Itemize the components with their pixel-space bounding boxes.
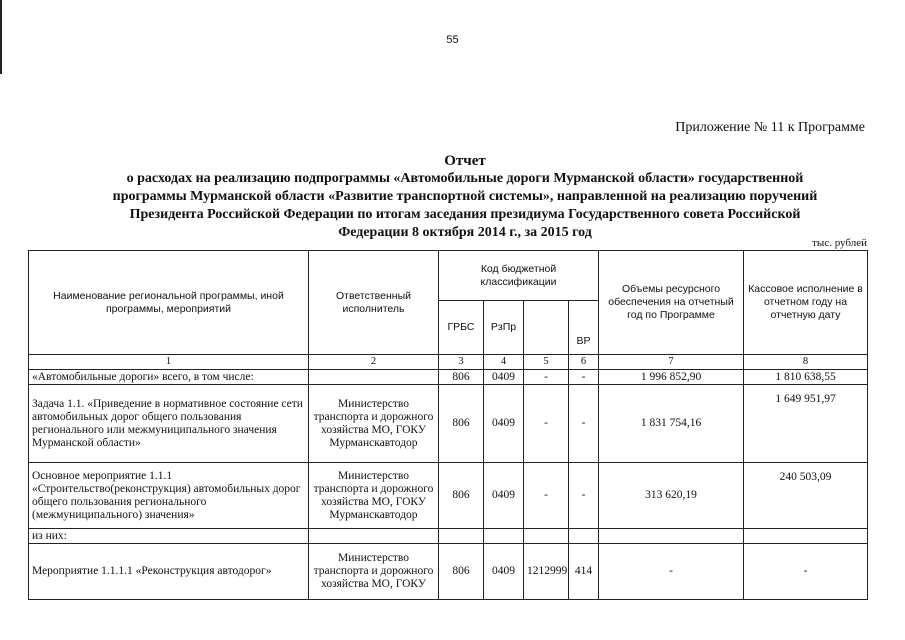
report-title-line: о расходах на реализацию подпрограммы «Автомобильные дороги Мурманской области» государственной (126, 171, 804, 186)
header-volume: Объемы ресурсного обеспечения на отчетный год по Программе (599, 251, 744, 355)
row-vr: 414 (569, 544, 599, 600)
column-number: 6 (569, 355, 599, 370)
row-vr (569, 529, 599, 544)
row-executor: Министерство транспорта и дорожного хозяйства МО, ГОКУ Мурманскавтодор (309, 463, 439, 529)
report-table (28, 250, 868, 600)
column-number: 1 (29, 355, 309, 370)
row-volume (599, 529, 744, 544)
table-row (29, 385, 868, 463)
row-rzpr (484, 529, 524, 544)
header-csr (524, 301, 569, 355)
column-number: 4 (484, 355, 524, 370)
row-name: Основное мероприятие 1.1.1 «Строительство(реконструкция) автомобильных дорог общего пользования регионального (межмуниципального) значения» (29, 463, 309, 529)
column-number: 2 (309, 355, 439, 370)
page-number: 55 (446, 34, 459, 46)
row-grbs (439, 529, 484, 544)
report-title-line: Федерации 8 октября 2014 г., за 2015 год (338, 225, 592, 240)
row-grbs: 806 (439, 463, 484, 529)
row-csr: - (524, 370, 569, 385)
row-csr (524, 529, 569, 544)
row-vr: - (569, 385, 599, 463)
appendix-label: Приложение № 11 к Программе (675, 120, 865, 135)
row-name: Мероприятие 1.1.1.1 «Реконструкция автодорог» (29, 544, 309, 600)
row-rzpr: 0409 (484, 370, 524, 385)
row-csr: - (524, 463, 569, 529)
header-grbs: ГРБС (439, 301, 484, 355)
row-grbs: 806 (439, 544, 484, 600)
header-cash: Кассовое исполнение в отчетном году на отчетную дату (744, 251, 868, 355)
header-name: Наименование региональной программы, иной программы, мероприятий (29, 251, 309, 355)
header-vr: ВР (569, 301, 599, 355)
units-label: тыс. рублей (812, 237, 867, 249)
row-rzpr: 0409 (484, 463, 524, 529)
table-row-total (29, 370, 868, 385)
column-number: 7 (599, 355, 744, 370)
column-number: 8 (744, 355, 868, 370)
row-volume: - (599, 544, 744, 600)
row-vr: - (569, 463, 599, 529)
row-vr: - (569, 370, 599, 385)
row-executor: Министерство транспорта и дорожного хозяйства МО, ГОКУ (309, 544, 439, 600)
row-cash: 1 649 951,97 (744, 385, 868, 463)
row-executor (309, 529, 439, 544)
row-volume: 1 831 754,16 (599, 385, 744, 463)
report-heading: Отчет (444, 153, 486, 169)
row-executor (309, 370, 439, 385)
table-row (29, 529, 868, 544)
header-executor: Ответственный исполнитель (309, 251, 439, 355)
row-cash: - (744, 544, 868, 600)
row-executor: Министерство транспорта и дорожного хозяйства МО, ГОКУ Мурманскавтодор (309, 385, 439, 463)
row-cash (744, 529, 868, 544)
report-title-line: Президента Российской Федерации по итогам заседания президиума Государственного совета Российской (129, 207, 801, 222)
header-rzpr: РзПр (484, 301, 524, 355)
row-rzpr: 0409 (484, 544, 524, 600)
row-cash: 1 810 638,55 (744, 370, 868, 385)
row-grbs: 806 (439, 385, 484, 463)
row-csr: - (524, 385, 569, 463)
row-name: из них: (29, 529, 309, 544)
row-volume: 1 996 852,90 (599, 370, 744, 385)
column-number: 5 (524, 355, 569, 370)
row-rzpr: 0409 (484, 385, 524, 463)
row-csr: 1212999 (524, 544, 569, 600)
table-row (29, 463, 868, 529)
report-title-line: программы Мурманской области «Развитие транспортной системы», направленной на реализацию поручений (112, 189, 818, 204)
row-volume: 313 620,19 (599, 463, 744, 529)
row-cash: 240 503,09 (744, 463, 868, 529)
row-name: «Автомобильные дороги» всего, в том числе: (29, 370, 309, 385)
column-number: 3 (439, 355, 484, 370)
row-grbs: 806 (439, 370, 484, 385)
table-row (29, 544, 868, 600)
column-numbers-row (29, 355, 868, 370)
header-budget-code: Код бюджетной классификации (439, 251, 599, 301)
row-name: Задача 1.1. «Приведение в нормативное состояние сети автомобильных дорог общего пользования регионального или межмуниципального значения Мурманской области» (29, 385, 309, 463)
report-title (70, 152, 860, 242)
